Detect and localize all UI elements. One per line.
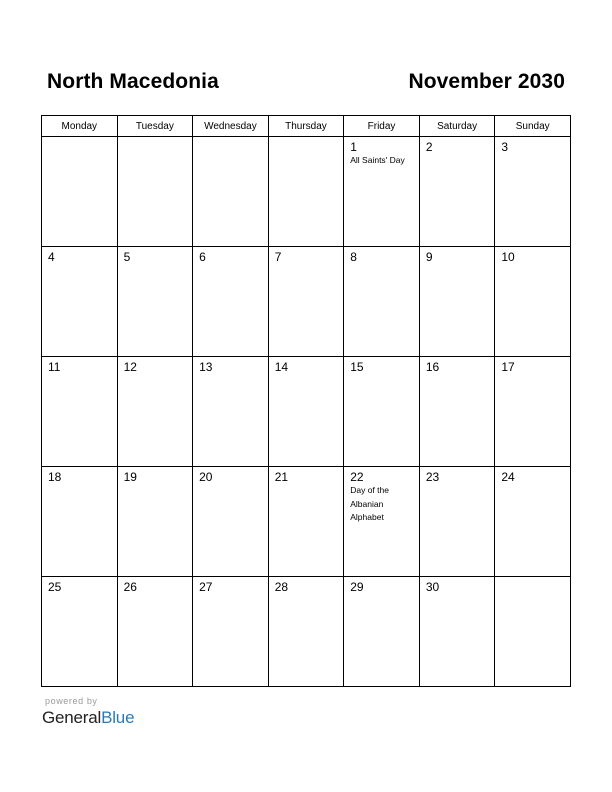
powered-by-text: powered by <box>45 696 98 706</box>
day-cell <box>344 247 420 357</box>
day-number: 1 <box>350 140 357 154</box>
day-cell <box>495 467 571 577</box>
weekday-header: Tuesday <box>117 116 193 137</box>
day-number: 21 <box>274 470 289 484</box>
day-cell <box>495 357 571 467</box>
day-cell <box>419 467 495 577</box>
day-number: 18 <box>48 470 62 484</box>
week-row <box>42 357 571 467</box>
day-cell <box>42 357 118 467</box>
month-year-title: November 2030 <box>408 70 565 93</box>
day-cell <box>117 467 193 577</box>
day-cell <box>268 357 344 467</box>
day-number: 25 <box>48 580 62 594</box>
day-number: 12 <box>123 360 137 374</box>
day-number: 19 <box>123 470 137 484</box>
day-cell <box>117 577 193 687</box>
day-cell <box>419 357 495 467</box>
week-row <box>42 137 571 247</box>
day-cell <box>268 467 344 577</box>
day-number: 24 <box>501 470 515 484</box>
day-number: 10 <box>501 250 515 264</box>
day-number: 6 <box>199 250 206 264</box>
day-number: 14 <box>274 360 289 374</box>
day-cell <box>344 467 420 577</box>
day-number: 4 <box>48 250 55 264</box>
weekday-header: Wednesday <box>193 116 269 137</box>
day-number: 3 <box>501 140 509 154</box>
day-cell <box>268 137 344 247</box>
weekday-header: Saturday <box>419 116 495 137</box>
day-number: 7 <box>274 250 282 264</box>
day-number: 8 <box>350 250 357 264</box>
calendar-grid <box>41 115 571 687</box>
day-cell <box>193 467 269 577</box>
day-number: 13 <box>199 360 213 374</box>
day-cell <box>495 137 571 247</box>
day-cell <box>117 137 193 247</box>
weekday-header-row <box>42 116 571 137</box>
day-cell <box>193 357 269 467</box>
day-cell <box>42 247 118 357</box>
day-number: 27 <box>199 580 213 594</box>
holiday-label: Day of the Albanian Alphabet <box>350 485 389 522</box>
day-number: 9 <box>425 250 433 264</box>
day-number: 11 <box>48 360 61 374</box>
generalblue-logo[interactable] <box>42 708 134 728</box>
week-row <box>42 577 571 687</box>
day-number: 28 <box>274 580 289 594</box>
day-number: 2 <box>425 140 433 154</box>
day-cell <box>42 137 118 247</box>
day-number: 5 <box>123 250 131 264</box>
day-cell <box>268 247 344 357</box>
day-number: 29 <box>350 580 364 594</box>
country-title: North Macedonia <box>47 70 219 93</box>
day-cell <box>117 357 193 467</box>
day-number: 30 <box>425 580 440 594</box>
day-cell <box>344 137 420 247</box>
day-number: 15 <box>350 360 364 374</box>
day-cell <box>42 467 118 577</box>
day-cell <box>193 247 269 357</box>
day-number: 26 <box>123 580 137 594</box>
day-cell <box>419 577 495 687</box>
day-cell <box>495 247 571 357</box>
weekday-header: Thursday <box>268 116 344 137</box>
week-row <box>42 467 571 577</box>
weekday-header: Monday <box>42 116 118 137</box>
day-number: 16 <box>425 360 440 374</box>
day-cell <box>419 247 495 357</box>
brand-general: General <box>42 708 102 727</box>
day-number: 22 <box>350 470 364 484</box>
day-cell <box>268 577 344 687</box>
weekday-header: Friday <box>344 116 420 137</box>
day-cell <box>42 577 118 687</box>
holiday-label: All Saints' Day <box>350 155 405 165</box>
weekday-header: Sunday <box>495 116 571 137</box>
day-cell <box>495 577 571 687</box>
day-cell <box>419 137 495 247</box>
day-cell <box>193 577 269 687</box>
day-number: 23 <box>425 470 440 484</box>
day-cell <box>344 577 420 687</box>
week-row <box>42 247 571 357</box>
day-cell <box>193 137 269 247</box>
day-cell <box>344 357 420 467</box>
day-number: 17 <box>501 360 515 374</box>
brand-blue: Blue <box>101 708 135 727</box>
day-cell <box>117 247 193 357</box>
day-number: 20 <box>199 470 213 484</box>
